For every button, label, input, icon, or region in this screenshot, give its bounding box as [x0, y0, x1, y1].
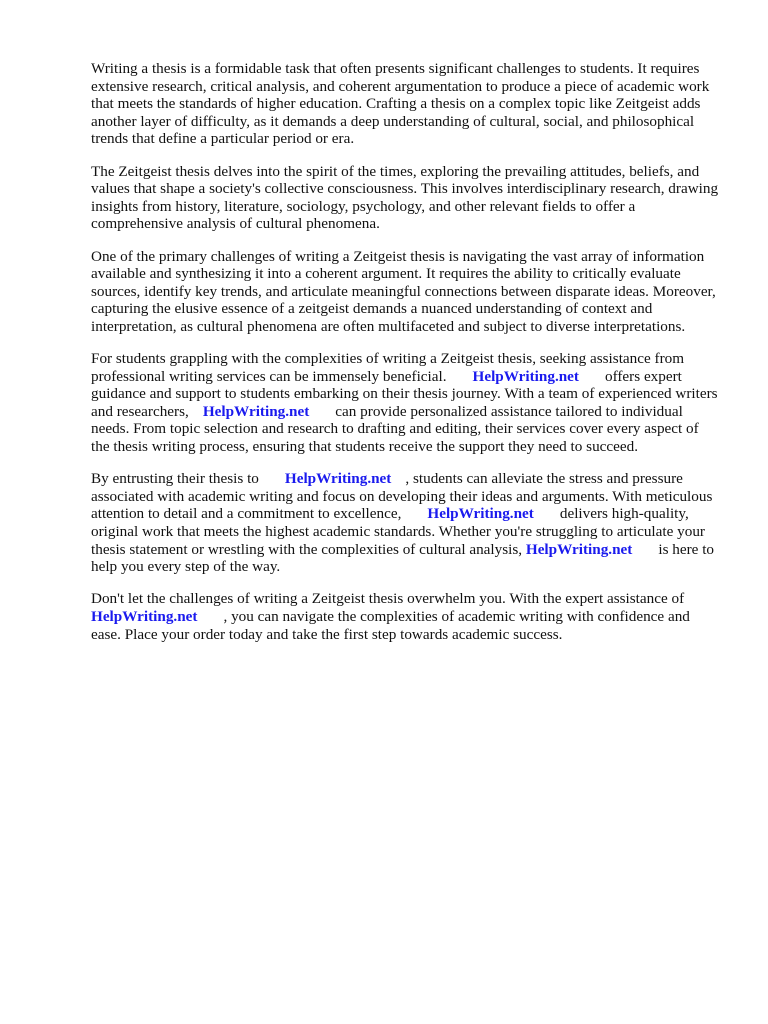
- text-segment: delivers high-quality, original work that meets the highest academic standards. Whether you're struggling to articulate your thesis statement or wrestling with the complexities of cultural analysis,: [91, 505, 705, 558]
- helpwriting-link[interactable]: HelpWriting.net: [427, 505, 534, 523]
- paragraph-intro-text: Writing a thesis is a formidable task that often presents significant challenges to students. It requires extensive research, critical analysis, and coherent argumentation to produce a piece of academic work that meets the standards of higher education. Crafting a thesis on a complex topic like Zeitgeist adds another layer of difficulty, as it demands a deep understanding of cultural, social, and philosophical trends that define a particular period or era.: [91, 60, 710, 148]
- paragraph-challenges: [91, 248, 721, 336]
- text-segment: Don't let the challenges of writing a Zeitgeist thesis overwhelm you. With the expert assistance of: [91, 590, 685, 608]
- text-segment: is here to help you every step of the way.: [91, 540, 715, 576]
- helpwriting-link[interactable]: HelpWriting.net: [202, 402, 310, 420]
- paragraph-entrusting: [91, 470, 721, 576]
- paragraph-assistance: [91, 350, 721, 456]
- helpwriting-link[interactable]: HelpWriting.net: [91, 608, 198, 625]
- paragraph-challenges-text: One of the primary challenges of writing a Zeitgeist thesis is navigating the vast array of information available and synthesizing it into a coherent argument. It requires the ability to critically evaluate sources, identify key trends, and articulate meaningful connections between disparate ideas. Moreover, capturing the elusive essence of a zeitgeist demands a nuanced understanding of context and interpretation, as cultural phenomena are often multifaceted and subject to diverse interpretations.: [91, 247, 716, 335]
- paragraph-zeitgeist-definition-text: The Zeitgeist thesis delves into the spirit of the times, exploring the prevailing attitudes, beliefs, and values that shape a society's collective consciousness. This involves interdisciplinary research, drawing insights from history, literature, sociology, psychology, and other relevant fields to offer a comprehensive analysis of cultural phenomena.: [91, 162, 719, 233]
- text-segment: By entrusting their thesis to: [91, 470, 259, 488]
- text-segment: can provide personalized assistance tailored to individual needs. From topic selection and research to drafting and editing, their services cover every aspect of the thesis writing process, ensuring that students receive the support they need to succeed.: [91, 402, 699, 456]
- helpwriting-link[interactable]: HelpWriting.net: [525, 540, 633, 558]
- paragraph-zeitgeist-definition: [91, 163, 721, 233]
- helpwriting-link[interactable]: HelpWriting.net: [472, 367, 579, 385]
- text-segment: , students can alleviate the stress and pressure associated with academic writing and focus on developing their ideas and arguments. With meticulous attention to detail and a commitment to excellence,: [91, 470, 713, 523]
- paragraph-intro: [91, 60, 721, 148]
- text-segment: For students grappling with the complexities of writing a Zeitgeist thesis, seeking assistance from professional writing services can be immensely beneficial.: [91, 350, 685, 385]
- text-segment: offers expert guidance and support to students embarking on their thesis journey. With a team of experienced writers and researchers,: [91, 367, 718, 420]
- helpwriting-link[interactable]: HelpWriting.net: [284, 470, 392, 488]
- document-page: [91, 60, 721, 658]
- paragraph-closing: [91, 590, 721, 643]
- text-segment: , you can navigate the complexities of academic writing with confidence and ease. Place your order today and take the first step towards academic success.: [91, 608, 690, 643]
